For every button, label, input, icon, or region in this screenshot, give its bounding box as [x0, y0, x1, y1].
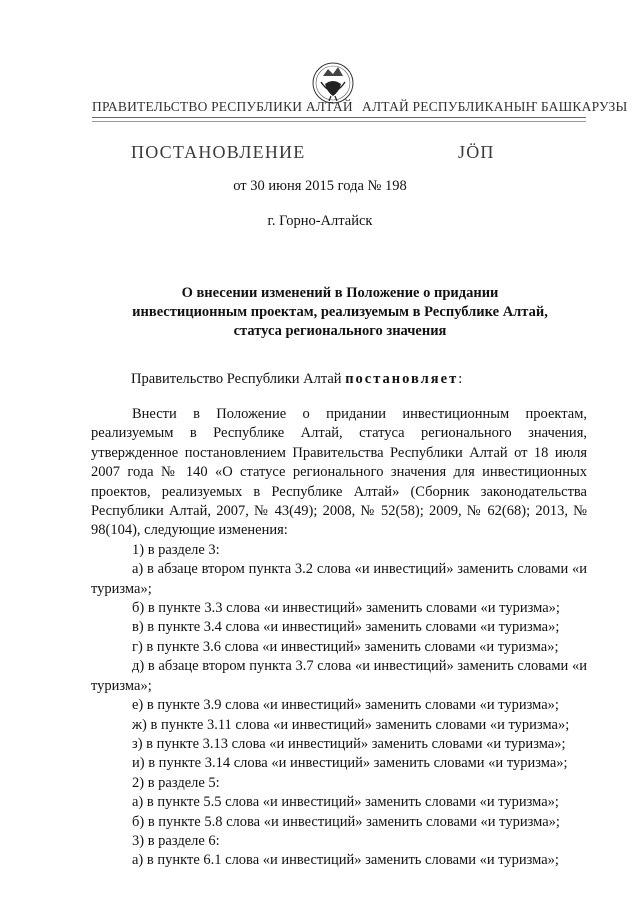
list-item: б) в пункте 3.3 слова «и инвестиций» заменить словами «и туризма»;	[132, 600, 560, 617]
resolution-subject: Правительство Республики Алтай	[131, 371, 342, 387]
list-item: а) в абзаце втором пункта 3.2 слова «и инвестиций» заменить словами «и туризма»;	[91, 561, 587, 597]
doc-type-russian: ПОСТАНОВЛЕНИЕ	[131, 142, 306, 162]
list-item: з) в пункте 3.13 слова «и инвестиций» заменить словами «и туризма»;	[132, 735, 566, 752]
document-body	[91, 405, 587, 871]
header-org-left: ПРАВИТЕЛЬСТВО РЕСПУБЛИКИ АЛТАЙ	[92, 99, 353, 114]
header-rule-secondary	[92, 121, 586, 122]
list-item: г) в пункте 3.6 слова «и инвестиций» заменить словами «и туризма»;	[132, 638, 559, 655]
document-city: г. Горно-Алтайск	[267, 213, 373, 229]
resolution-colon: :	[458, 371, 463, 387]
resolution-statement	[131, 371, 462, 388]
resolution-verb: постановляет	[345, 371, 459, 387]
title-line: О внесении изменений в Положение о придании	[181, 285, 499, 301]
list-item: а) в пункте 5.5 слова «и инвестиций» заменить словами «и туризма»;	[132, 794, 559, 811]
list-item: и) в пункте 3.14 слова «и инвестиций» заменить словами «и туризма»;	[132, 755, 568, 772]
header-org-right: АЛТАЙ РЕСПУБЛИКАНЫҤ БАШКАРУЗЫ	[362, 99, 628, 114]
title-line: инвестиционным проектам, реализуемым в Республике Алтай,	[132, 304, 548, 320]
header-rule	[92, 117, 586, 118]
list-item: 3) в разделе 6:	[132, 832, 220, 849]
document-date-number: от 30 июня 2015 года № 198	[233, 178, 407, 194]
doc-type-altai: ЈӦП	[458, 142, 495, 162]
lead-paragraph: Внести в Положение о придании инвестиционным проектам, реализуемым в Республике Алтай, статуса регионального значения, утвержденное постановлением Правительства Республики Алтай от 18 июля 2007 года № 140 «О статусе регионального значения для инвестиционных проектов, реализуемых в Республике Алтай» (Сборник законодательства Республики Алтай, 2007, № 43(49); 2008, № 52(58); 2009, № 62(68); 2013, № 98(104), следующие изменения:	[91, 406, 587, 539]
list-item: ж) в пункте 3.11 слова «и инвестиций» заменить словами «и туризма»;	[132, 716, 570, 733]
list-item: 2) в разделе 5:	[132, 774, 220, 791]
list-item: в) в пункте 3.4 слова «и инвестиций» заменить словами «и туризма»;	[132, 619, 560, 636]
list-item: 1) в разделе 3:	[132, 541, 220, 558]
list-item: б) в пункте 5.8 слова «и инвестиций» заменить словами «и туризма»;	[132, 813, 560, 830]
title-line: статуса регионального значения	[233, 323, 447, 339]
list-item: д) в абзаце втором пункта 3.7 слова «и инвестиций» заменить словами «и туризма»;	[91, 658, 587, 694]
list-item: е) в пункте 3.9 слова «и инвестиций» заменить словами «и туризма»;	[132, 697, 559, 714]
list-item: а) в пункте 6.1 слова «и инвестиций» заменить словами «и туризма»;	[132, 852, 559, 869]
document-title	[80, 284, 600, 341]
